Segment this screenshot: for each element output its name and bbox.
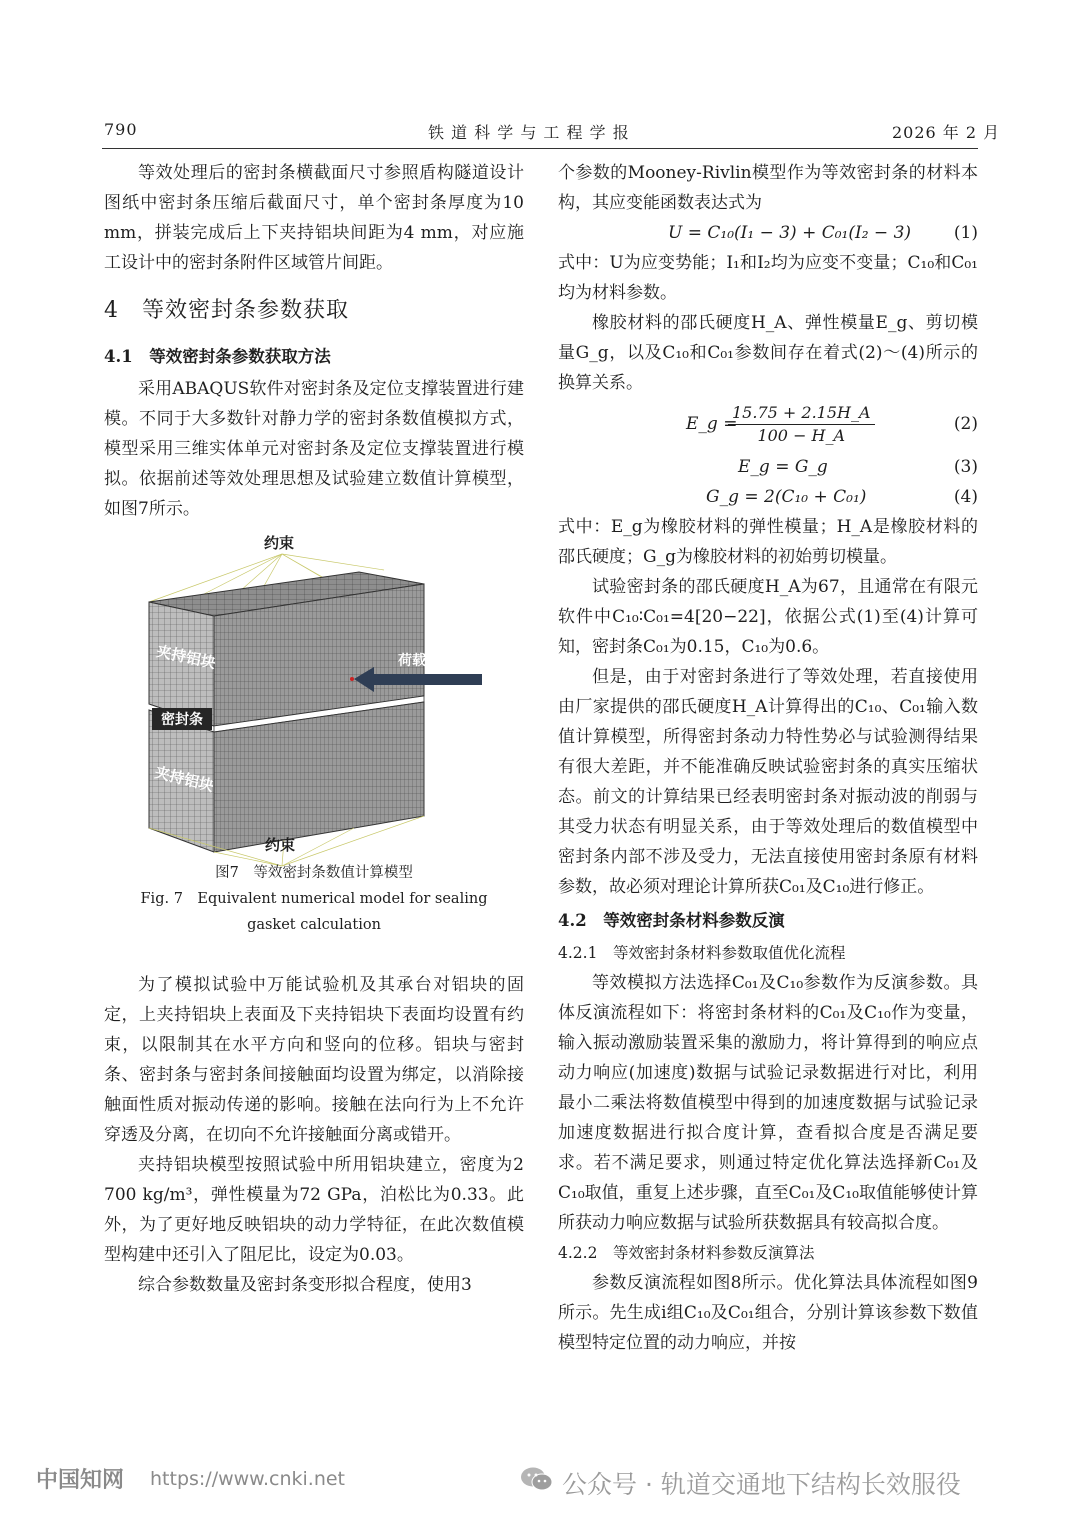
subsubsection-heading: 4.2.1 等效密封条材料参数取值优化流程 — [558, 944, 846, 962]
header-rule — [102, 148, 978, 149]
equation-2 — [558, 402, 978, 452]
section-heading: 4 等效密封条参数获取 — [104, 298, 349, 323]
equation-3 — [558, 452, 978, 482]
equation-4 — [558, 482, 978, 512]
paragraph: 采用ABAQUS软件对密封条及定位支撑装置进行建模。不同于大多数针对静力学的密封条数值模拟方式，模型采用三维实体单元对密封条及定位支撑装置进行模拟。依据前述等效处理思想及试验建立数值计算模型，如图7所示。 — [104, 379, 524, 519]
paragraph: 橡胶材料的邵氏硬度H_A、弹性模量E_g、剪切模量G_g，以及C₁₀和C₀₁参数间存在着式(2)～(4)所示的换算关系。 — [558, 313, 978, 393]
label-upper-block: 夹持铝块 — [154, 642, 218, 673]
equation-number: (1) — [953, 223, 978, 243]
wechat-icon — [520, 1466, 554, 1492]
label-top-constraint: 约束 — [263, 534, 295, 552]
subsection-heading: 4.2 等效密封条材料参数反演 — [558, 911, 785, 930]
left-column — [104, 158, 524, 1300]
equation-1 — [558, 218, 978, 248]
fe-model-illustration — [104, 534, 524, 874]
paragraph: 等效处理后的密封条横截面尺寸参照盾构隧道设计图纸中密封条压缩后截面尺寸，单个密封条厚度为10 mm，拼装完成后上下夹持铝块间距为4 mm，对应施工设计中的密封条附件区域管片间距。 — [104, 163, 524, 273]
equation-lhs: E_g = — [686, 414, 738, 434]
issue-date: 2026 年 2 月 — [892, 123, 1001, 142]
cnki-url[interactable]: https://www.cnki.net — [150, 1468, 346, 1490]
paragraph: 式中：E_g为橡胶材料的弹性模量；H_A是橡胶材料的邵氏硬度；G_g为橡胶材料的初始剪切模量。 — [558, 517, 978, 567]
page-number: 790 — [104, 120, 138, 139]
equation-number: (2) — [953, 414, 978, 434]
right-column — [558, 158, 978, 1358]
label-load: 荷载激励 — [398, 653, 454, 669]
label-lower-block: 夹持铝块 — [152, 763, 216, 796]
journal-title: 铁 道 科 学 与 工 程 学 报 — [428, 123, 630, 142]
equation-body: E_g = G_g — [738, 457, 828, 477]
paragraph: 夹持铝块模型按照试验中所用铝块建立，密度为2 700 kg/m³，弹性模量为72 GPa，泊松比为0.33。此外，为了更好地反映铝块的动力学特征，在此次数值模型构建中还引入了阻尼比，设定为0.03。 — [104, 1155, 524, 1265]
figure-caption-cn: 图7 等效密封条数值计算模型 — [215, 865, 413, 881]
paragraph: 参数反演流程如图8所示。优化算法具体流程如图9所示。先生成i组C₁₀及C₀₁组合，分别计算该参数下数值模型特定位置的动力响应，并按 — [558, 1273, 978, 1353]
equation-body: G_g = 2(C₁₀ + C₀₁) — [706, 487, 867, 507]
equation-body: U = C₁₀(I₁ − 3) + C₀₁(I₂ − 3) — [668, 223, 912, 243]
paragraph: 等效模拟方法选择C₀₁及C₁₀参数作为反演参数。具体反演流程如下：将密封条材料的C₀₁及C₁₀作为变量，输入振动激励装置采集的激励力，将计算得到的响应点动力响应(加速度)数据与试验记录数据进行对比，利用最小二乘法将数值模型中得到的加速度数据与试验记录加速度数据进行拟合度计算，查看拟合度是否满足要求。若不满足要求，则通过特定优化算法选择新C₀₁及C₁₀取值，重复上述步骤，直至C₀₁及C₁₀取值能够使计算所获动力响应数据与试验所获数据具有较高拟合度。 — [558, 973, 978, 1233]
paragraph: 式中：U为应变势能；I₁和I₂均为应变不变量；C₁₀和C₀₁均为材料参数。 — [558, 253, 978, 303]
wechat-account: 公众号 · 轨道交通地下结构长效服役 — [562, 1470, 961, 1499]
equation-number: (3) — [953, 457, 978, 477]
fraction-denominator: 100 − H_A — [757, 426, 846, 445]
figure-7 — [104, 534, 524, 954]
subsection-heading: 4.1 等效密封条参数获取方法 — [104, 347, 331, 366]
label-bottom-constraint: 约束 — [264, 836, 295, 854]
label-seal-strip: 密封条 — [161, 712, 203, 728]
paragraph: 为了模拟试验中万能试验机及其承台对铝块的固定，上夹持铝块上表面及下夹持铝块下表面均设置有约束，以限制其在水平方向和竖向的位移。铝块与密封条、密封条与密封条间接触面均设置为绑定，以消除接触面性质对振动传递的影响。接触在法向行为上不允许穿透及分离，在切向不允许接触面分离或错开。 — [104, 975, 524, 1145]
paragraph: 试验密封条的邵氏硬度H_A为67，且通常在有限元软件中C₁₀∶C₀₁=4[20−22]，依据公式(1)至(4)计算可知，密封条C₀₁为0.15，C₁₀为0.6。 — [558, 577, 978, 657]
cnki-logo: 中国知网 — [36, 1468, 125, 1493]
fraction-numerator: 15.75 + 2.15H_A — [728, 402, 875, 425]
paragraph: 综合参数数量及密封条变形拟合程度，使用3 — [138, 1275, 472, 1295]
paragraph: 个参数的Mooney-Rivlin模型作为等效密封条的材料本构，其应变能函数表达式为 — [558, 163, 978, 213]
equation-number: (4) — [953, 487, 978, 507]
paragraph: 但是，由于对密封条进行了等效处理，若直接使用由厂家提供的邵氏硬度H_A计算得出的C₁₀、C₀₁输入数值计算模型，所得密封条动力特性势必与试验测得结果有很大差距，并不能准确反映试验密封条的真实压缩状态。前文的计算结果已经表明密封条对振动波的削弱与其受力状态有明显关系，由于等效处理后的数值模型中密封条内部不涉及受力，无法直接使用密封条原有材料参数，故必须对理论计算所获C₀₁及C₁₀进行修正。 — [558, 667, 978, 897]
subsubsection-heading: 4.2.2 等效密封条材料参数反演算法 — [558, 1244, 815, 1262]
figure-caption-en: Fig. 7 Equivalent numerical model for sealing gasket calculation — [140, 891, 488, 933]
